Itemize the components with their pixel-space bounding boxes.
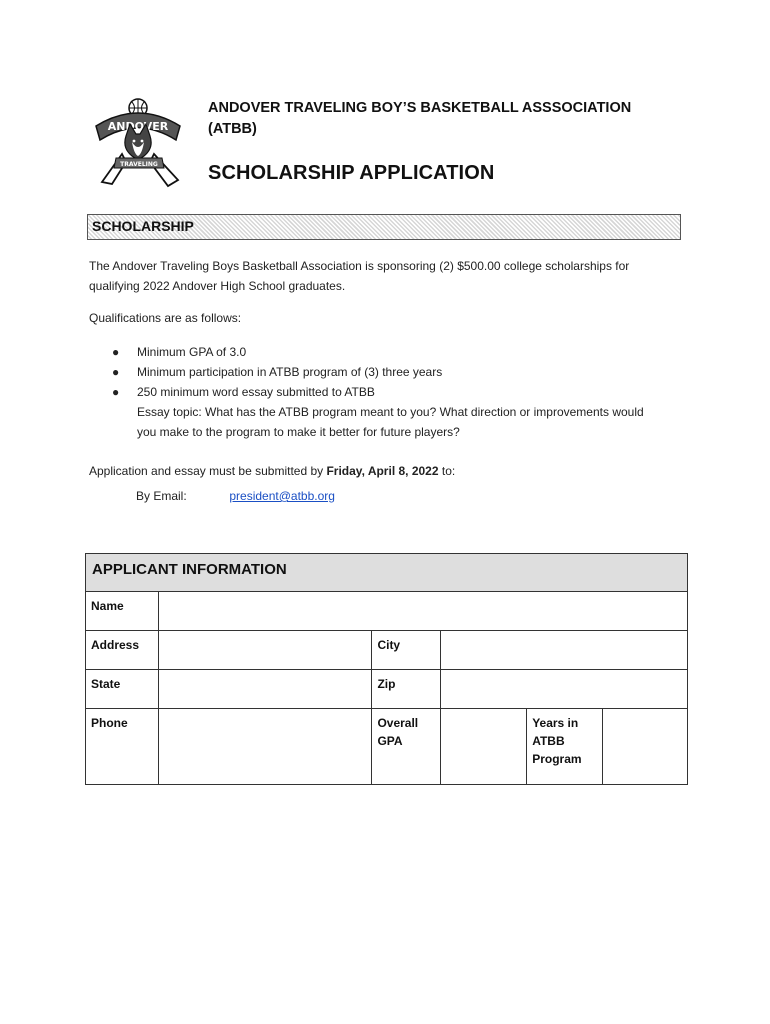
essay-topic-line-1: Essay topic: What has the ATBB program meant to you? What direction or improvements would [137, 405, 644, 419]
bullet-icon: ● [112, 345, 120, 359]
state-label: State [86, 670, 159, 709]
logo-text-bottom: TRAVELING [120, 161, 158, 168]
name-field[interactable] [158, 592, 687, 631]
deadline-suffix: to: [438, 464, 456, 478]
submission-deadline [89, 461, 689, 481]
years-label-line-1: Years in [532, 716, 579, 730]
scholarship-intro [89, 256, 689, 296]
organization-title [208, 98, 648, 140]
intro-line-1: The Andover Traveling Boys Basketball Association is sponsoring (2) $500.00 college scholarships for [89, 259, 630, 273]
gpa-label-line-1: Overall [377, 716, 419, 730]
applicant-heading: APPLICANT INFORMATION [86, 554, 688, 592]
atbb-logo [92, 96, 184, 188]
qualification-text: 250 minimum word essay submitted to ATBB [137, 385, 375, 399]
intro-line-2: qualifying 2022 Andover High School graduates. [89, 279, 346, 293]
years-label-line-2: ATBB [532, 734, 565, 748]
bullet-icon: ● [112, 385, 120, 399]
bullet-icon: ● [112, 365, 120, 379]
years-label [527, 709, 603, 785]
state-field[interactable] [158, 670, 371, 709]
years-label-line-3: Program [532, 752, 582, 766]
deadline-prefix: Application and essay must be submitted by [89, 464, 327, 478]
document-title: SCHOLARSHIP APPLICATION [208, 162, 495, 184]
deadline-date: Friday, April 8, 2022 [326, 464, 439, 478]
years-field[interactable] [603, 709, 688, 785]
qualification-text: Minimum participation in ATBB program of (3) three years [137, 365, 443, 379]
zip-field[interactable] [441, 670, 688, 709]
qualifications-list [112, 342, 692, 442]
scholarship-section-heading [87, 214, 681, 240]
phone-field[interactable] [158, 709, 371, 785]
phone-label: Phone [86, 709, 159, 785]
email-row [136, 486, 335, 506]
email-link[interactable]: president@atbb.org [229, 489, 335, 503]
applicant-information-table [85, 553, 688, 785]
address-field[interactable] [158, 631, 371, 670]
qualification-text: Minimum GPA of 3.0 [137, 345, 247, 359]
qualifications-intro: Qualifications are as follows: [89, 311, 242, 325]
city-field[interactable] [441, 631, 688, 670]
name-label: Name [86, 592, 159, 631]
organization-title-line2: (ATBB) [208, 121, 257, 137]
gpa-label [372, 709, 441, 785]
organization-title-line1: ANDOVER TRAVELING BOY’S BASKETBALL ASSSOCIATION [208, 100, 632, 116]
address-label: Address [86, 631, 159, 670]
scholarship-heading-text: SCHOLARSHIP [92, 218, 194, 234]
list-item [112, 362, 692, 382]
gpa-field[interactable] [441, 709, 527, 785]
list-item [112, 342, 692, 362]
essay-topic-line-2: you make to the program to make it better for future players? [137, 425, 460, 439]
email-label: By Email: [136, 489, 187, 503]
zip-label: Zip [372, 670, 441, 709]
logo-text-top: ANDOVER [107, 120, 169, 133]
gpa-label-line-2: GPA [377, 734, 403, 748]
list-item [112, 382, 692, 442]
city-label: City [372, 631, 441, 670]
